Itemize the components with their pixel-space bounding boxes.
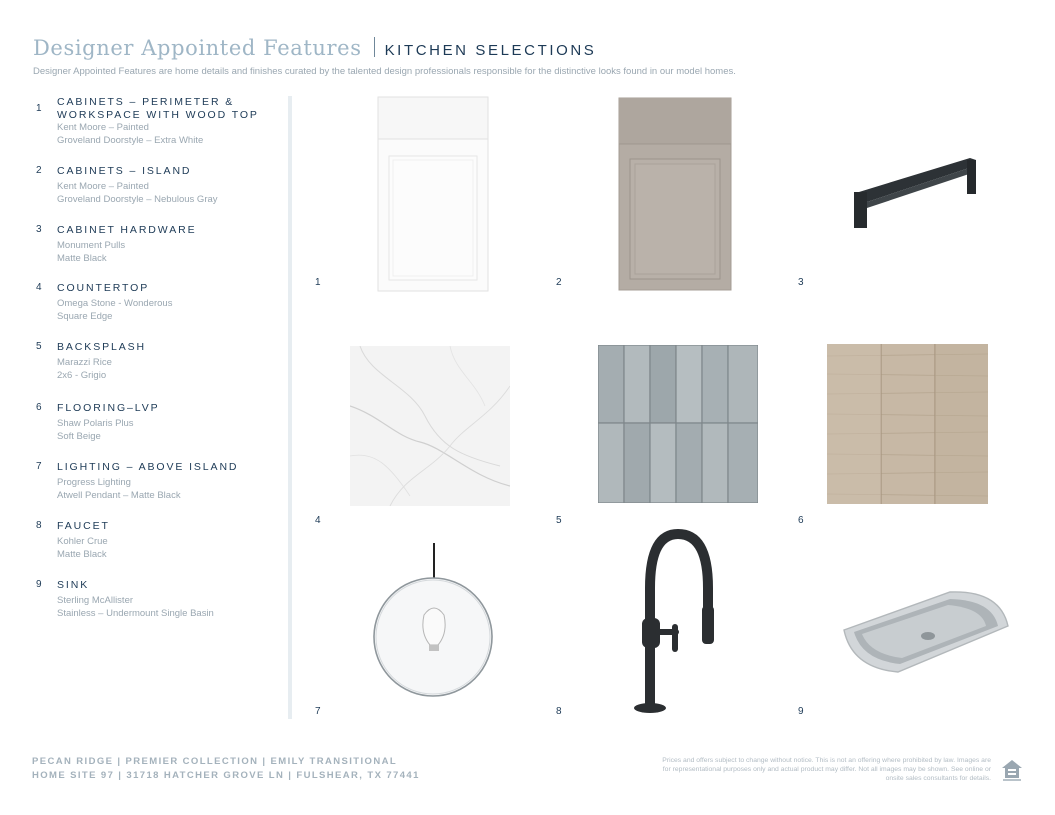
equal-housing-icon [1000, 758, 1024, 782]
selection-number: 5 [36, 341, 43, 352]
selection-name: COUNTERTOP [57, 282, 150, 294]
selection-detail: Omega Stone - Wonderous [57, 298, 173, 309]
selection-detail: 2x6 - Grigio [57, 370, 107, 381]
gallery-number-1: 1 [315, 277, 321, 288]
page-title: Designer Appointed Features [33, 36, 362, 60]
gallery-number-5: 5 [556, 515, 562, 526]
gray-cabinet-door-image [618, 97, 732, 291]
selection-detail: Atwell Pendant – Matte Black [57, 490, 181, 501]
selection-detail: Matte Black [57, 549, 107, 560]
black-cabinet-pull-image [845, 150, 985, 234]
gallery-number-6: 6 [798, 515, 804, 526]
gallery-number-8: 8 [556, 706, 562, 717]
sink-image [840, 588, 1012, 680]
selection-detail: Stainless – Undermount Single Basin [57, 608, 214, 619]
footer-community-info [32, 755, 420, 783]
selection-detail: Monument Pulls [57, 240, 126, 251]
selection-name: FLOORING–LVP [57, 402, 160, 414]
faucet-image [624, 528, 716, 716]
intro-text: Designer Appointed Features are home details and finishes curated by the talented design professionals responsible for the distinctive looks found in our model homes. [33, 66, 736, 77]
selection-name: CABINET HARDWARE [57, 224, 197, 236]
quartz-countertop-image [350, 346, 510, 506]
selection-number: 4 [36, 282, 43, 293]
selection-number: 1 [36, 103, 43, 114]
page-subtitle: KITCHEN SELECTIONS [384, 42, 597, 59]
footer-disclaimer: Prices and offers subject to change without notice. This is not an offering where prohibited by law. Images are for representational purposes only and actual product may differ. Not all images may be shown. See online or onsite sales consultants for details. [662, 757, 991, 782]
selection-number: 9 [36, 579, 43, 590]
selection-detail: Groveland Doorstyle – Nebulous Gray [57, 194, 218, 205]
footer-line-1: PECAN RIDGE | PREMIER COLLECTION | EMILY TRANSITIONAL [32, 756, 398, 767]
selection-detail: Progress Lighting [57, 477, 131, 488]
selection-detail: Marazzi Rice [57, 357, 112, 368]
page-header [33, 36, 596, 64]
selection-number: 8 [36, 520, 43, 531]
footer-line-2: HOME SITE 97 | 31718 HATCHER GROVE LN | FULSHEAR, TX 77441 [32, 770, 420, 781]
gallery-number-3: 3 [798, 277, 804, 288]
selection-name: FAUCET [57, 520, 110, 532]
selection-number: 7 [36, 461, 43, 472]
white-cabinet-door-image [377, 96, 489, 292]
selection-name: CABINETS – PERIMETER & WORKSPACE WITH WOOD TOP [57, 96, 259, 121]
selection-detail: Soft Beige [57, 431, 101, 442]
selection-number: 2 [36, 165, 43, 176]
vertical-divider [288, 96, 292, 719]
selection-name: CABINETS – ISLAND [57, 165, 192, 177]
gallery-number-7: 7 [315, 706, 321, 717]
selection-name: LIGHTING – ABOVE ISLAND [57, 461, 239, 473]
gallery-number-9: 9 [798, 706, 804, 717]
gallery-number-2: 2 [556, 277, 562, 288]
selection-detail: Groveland Doorstyle – Extra White [57, 135, 204, 146]
selection-name: SINK [57, 579, 90, 591]
selection-detail: Kent Moore – Painted [57, 181, 149, 192]
selection-number: 3 [36, 224, 43, 235]
selection-detail: Kent Moore – Painted [57, 122, 149, 133]
selection-detail: Kohler Crue [57, 536, 108, 547]
selection-name: BACKSPLASH [57, 341, 147, 353]
selection-detail: Sterling McAllister [57, 595, 134, 606]
lvp-flooring-image [827, 344, 988, 504]
selection-detail: Shaw Polaris Plus [57, 418, 134, 429]
selection-detail: Matte Black [57, 253, 107, 264]
tile-backsplash-image [598, 345, 758, 503]
selection-detail: Square Edge [57, 311, 113, 322]
gallery-number-4: 4 [315, 515, 321, 526]
pendant-light-image [370, 543, 496, 703]
selection-number: 6 [36, 402, 43, 413]
title-divider [374, 37, 375, 57]
